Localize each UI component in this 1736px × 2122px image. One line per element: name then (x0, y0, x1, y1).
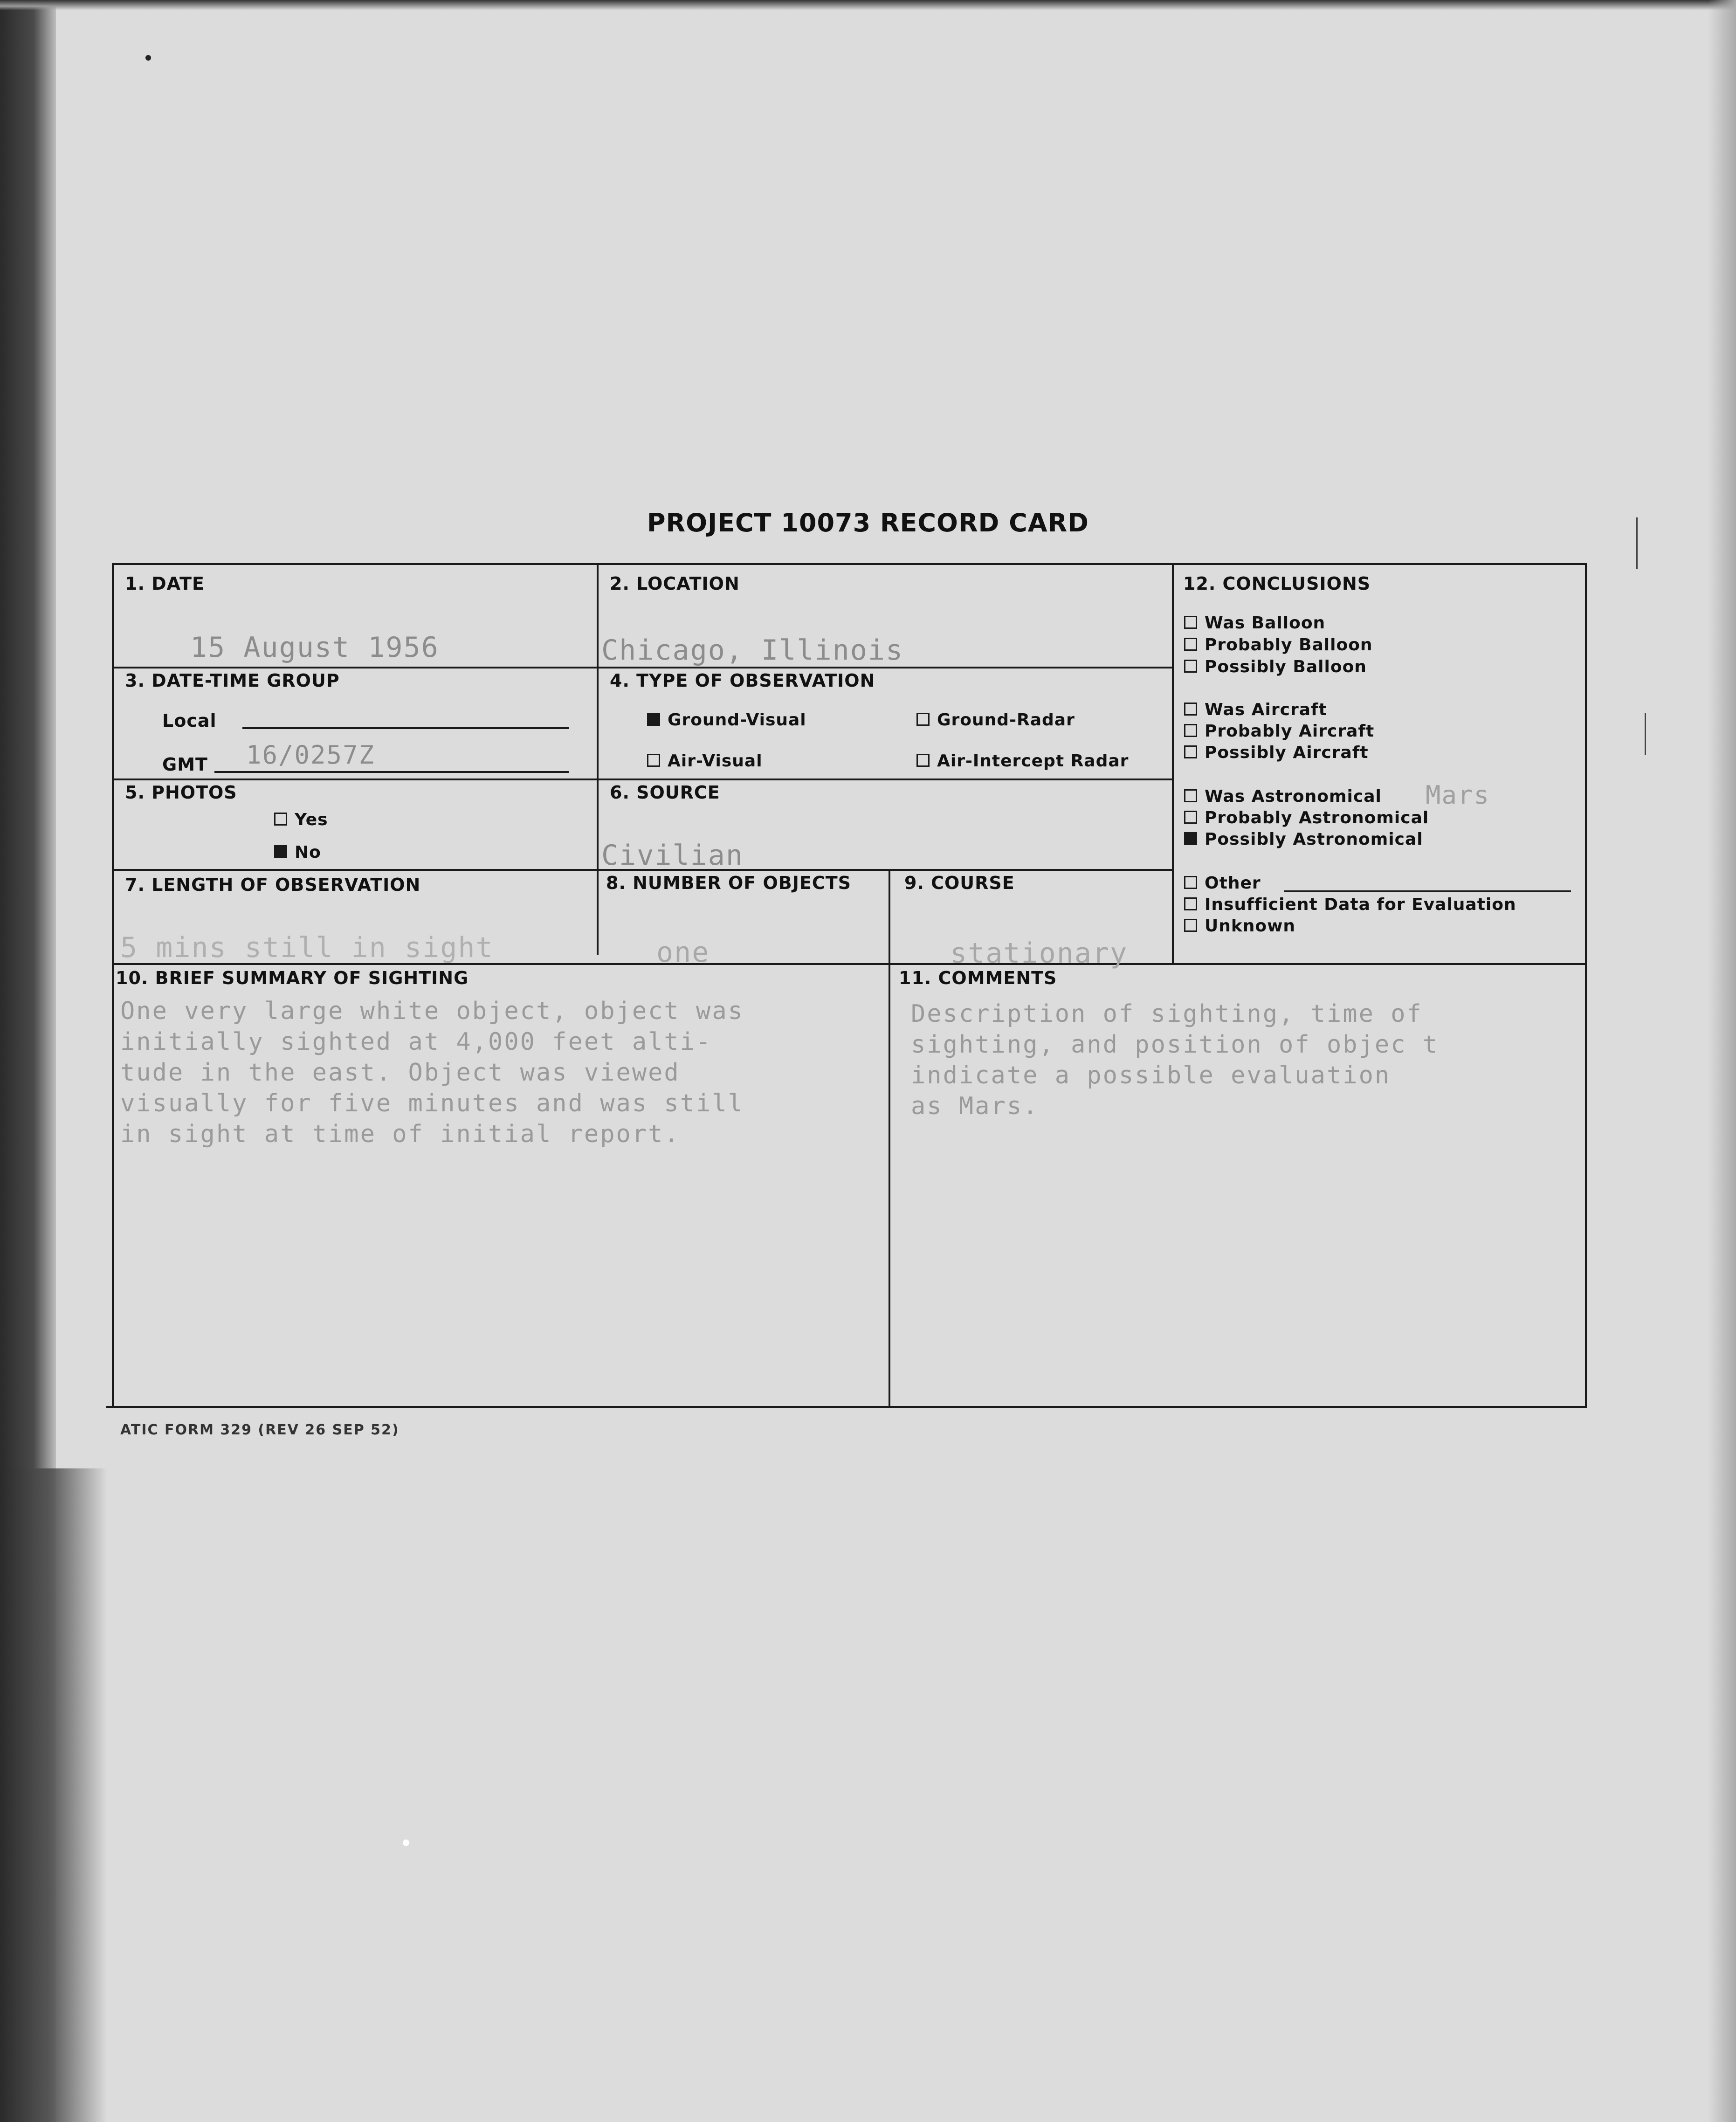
conclusion-unknown[interactable]: Unknown (1184, 916, 1295, 936)
checkbox-icon[interactable] (1184, 745, 1197, 758)
form-footer: ATIC FORM 329 (REV 26 SEP 52) (120, 1422, 400, 1438)
summary-text: One very large white object, object was initially sighted at 4,000 feet alti- tude in the east. Object was viewed visually for five minutes and was still in sight at time of initial report. (120, 997, 744, 1148)
checkbox-icon[interactable] (1184, 724, 1197, 737)
summary-label: 10. BRIEF SUMMARY OF SIGHTING (116, 968, 469, 988)
gmt-label: GMT (162, 754, 208, 775)
gmt-fill-line (214, 771, 569, 773)
option-ground-visual[interactable]: Ground-Visual (647, 710, 806, 730)
conclusion-possibly-astronomical[interactable]: Possibly Astronomical (1184, 830, 1423, 849)
checkbox-checked-icon[interactable] (647, 713, 660, 726)
film-edge-top (0, 0, 1736, 10)
dust-speck (145, 55, 151, 61)
card-border-left (112, 563, 114, 1408)
number-of-objects-value: one (656, 936, 710, 969)
conclusion-insufficient-data[interactable]: Insufficient Data for Evaluation (1184, 895, 1516, 914)
conclusion-probably-balloon[interactable]: Probably Balloon (1184, 635, 1373, 655)
divider-conclusions (1172, 563, 1174, 964)
course-label: 9. COURSE (904, 873, 1015, 893)
film-edge-shadow (0, 1468, 107, 2122)
location-label: 2. LOCATION (610, 573, 740, 594)
conclusion-was-aircraft[interactable]: Was Aircraft (1184, 700, 1327, 719)
checkbox-icon[interactable] (1184, 876, 1197, 889)
checkbox-icon[interactable] (647, 754, 660, 767)
source-label: 6. SOURCE (610, 782, 720, 803)
card-border-bottom (106, 1406, 1587, 1408)
option-photos-yes[interactable]: Yes (274, 810, 328, 829)
other-fill-line (1284, 890, 1571, 892)
divider-objects-course (889, 869, 890, 1408)
checkbox-icon[interactable] (1184, 789, 1197, 802)
conclusions-label: 12. CONCLUSIONS (1183, 573, 1371, 594)
divider-date-location (597, 563, 599, 955)
length-label: 7. LENGTH OF OBSERVATION (125, 875, 421, 895)
record-card (106, 563, 1587, 1410)
conclusion-possibly-balloon[interactable]: Possibly Balloon (1184, 657, 1367, 676)
date-time-group-label: 3. DATE-TIME GROUP (125, 670, 340, 691)
local-label: Local (162, 710, 217, 731)
length-value: 5 mins still in sight (120, 931, 494, 964)
checkbox-icon[interactable] (1184, 638, 1197, 651)
divider-row2 (112, 779, 1174, 780)
checkbox-icon[interactable] (1184, 811, 1197, 824)
dust-speck (403, 1840, 409, 1846)
film-edge-right (1708, 0, 1736, 2122)
checkbox-icon[interactable] (916, 713, 930, 726)
location-value: Chicago, Illinois (601, 634, 904, 667)
source-value: Civilian (601, 839, 744, 872)
option-ground-radar[interactable]: Ground-Radar (916, 710, 1075, 730)
checkbox-icon[interactable] (1184, 616, 1197, 629)
date-label: 1. DATE (125, 573, 205, 594)
observation-type-label: 4. TYPE OF OBSERVATION (610, 670, 875, 691)
option-photos-no[interactable]: No (274, 843, 321, 862)
conclusion-other[interactable]: Other (1184, 874, 1261, 893)
conclusion-possibly-aircraft[interactable]: Possibly Aircraft (1184, 743, 1369, 762)
divider-row1 (112, 667, 1174, 668)
conclusion-was-astronomical[interactable]: Was Astronomical (1184, 787, 1382, 806)
checkbox-checked-icon[interactable] (1184, 832, 1197, 845)
conclusion-was-balloon[interactable]: Was Balloon (1184, 613, 1325, 633)
checkbox-icon[interactable] (1184, 919, 1197, 932)
comments-text: Description of sighting, time of sighting, and position of objec t indicate a possible evaluation as Mars. (911, 1000, 1439, 1120)
conclusion-probably-astronomical[interactable]: Probably Astronomical (1184, 808, 1429, 827)
date-value: 15 August 1956 (190, 631, 439, 664)
checkbox-icon[interactable] (1184, 660, 1197, 673)
astronomical-note: Mars (1426, 780, 1490, 810)
checkbox-icon[interactable] (274, 813, 287, 826)
film-scratch (1645, 713, 1646, 755)
checkbox-icon[interactable] (1184, 703, 1197, 716)
card-border-top (113, 563, 1587, 565)
checkbox-checked-icon[interactable] (274, 845, 287, 858)
local-fill-line (242, 727, 569, 729)
checkbox-icon[interactable] (916, 754, 930, 767)
option-air-visual[interactable]: Air-Visual (647, 751, 763, 771)
page-title: PROJECT 10073 RECORD CARD (647, 508, 1089, 537)
course-value: stationary (950, 937, 1128, 970)
card-border-right (1585, 563, 1587, 1408)
option-air-intercept-radar[interactable]: Air-Intercept Radar (916, 751, 1129, 771)
photos-label: 5. PHOTOS (125, 782, 237, 803)
number-of-objects-label: 8. NUMBER OF OBJECTS (606, 873, 852, 893)
checkbox-icon[interactable] (1184, 897, 1197, 910)
conclusion-probably-aircraft[interactable]: Probably Aircraft (1184, 722, 1374, 741)
gmt-value: 16/0257Z (246, 740, 375, 770)
comments-label: 11. COMMENTS (899, 968, 1057, 988)
